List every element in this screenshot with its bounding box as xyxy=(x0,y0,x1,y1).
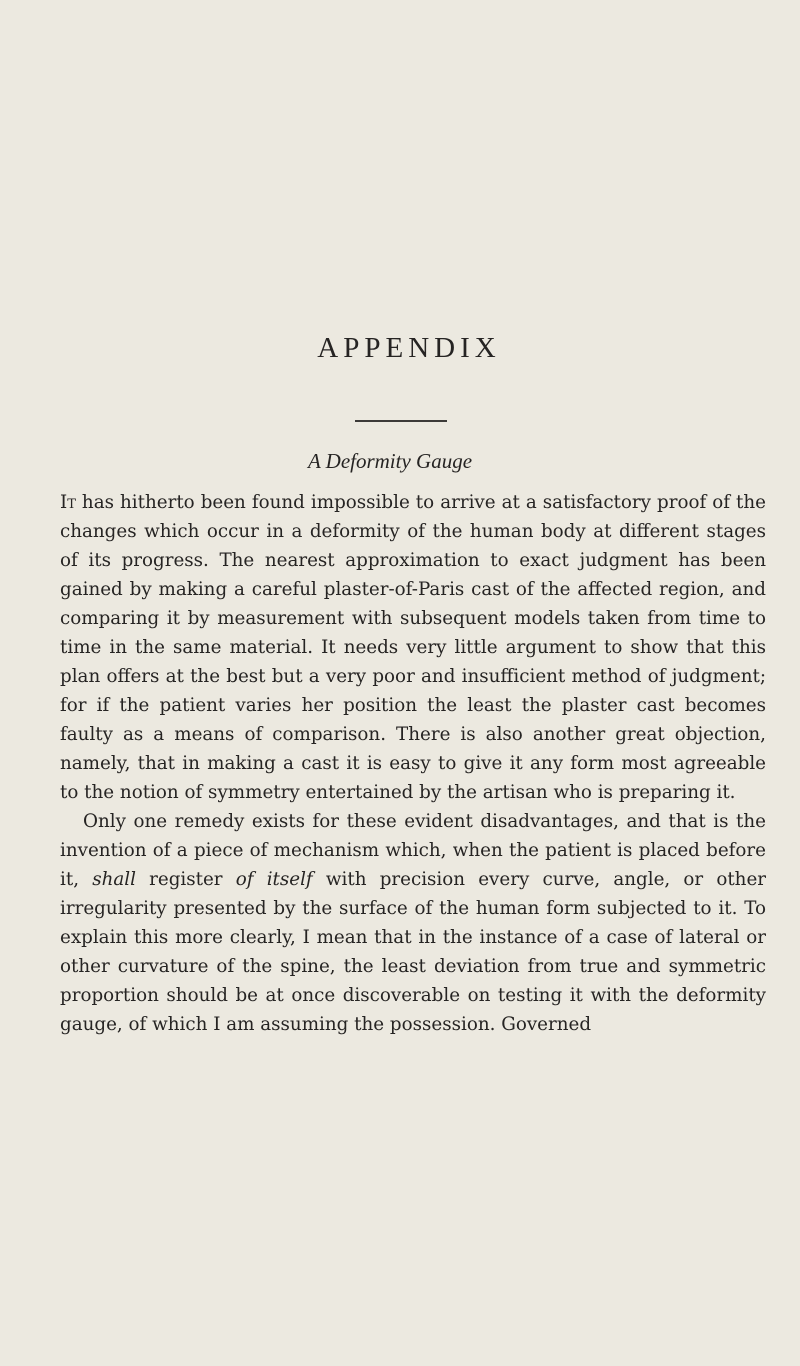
paragraph-1 xyxy=(60,488,766,807)
appendix-heading: APPENDIX xyxy=(317,332,501,364)
body-text xyxy=(60,488,766,1039)
paragraph-2 xyxy=(60,807,766,1039)
paragraph-2-part-1: Only one remedy exists for these evident disadvantages, and that is the invention of a piece of mechanism which, when the patient is placed before it, xyxy=(60,811,766,890)
section-subtitle: A Deformity Gauge xyxy=(307,449,473,473)
heading-rule xyxy=(355,420,447,422)
paragraph-2-part-3: with precision every curve, angle, or other irregularity presented by the surface of the human form subjected to it. To explain this more clearly, I mean that in the instance of a case of lateral or other curvature of the spine, the least deviation from true and symmetric proportion should be at once discoverable on testing it with the deformity gauge, of which I am assuming the possession. Governed xyxy=(60,869,767,1035)
paragraph-1-lead: It xyxy=(60,492,76,513)
paragraph-2-emphasis-2: of itself xyxy=(235,869,313,890)
paragraph-1-text: has hitherto been found impossible to arrive at a satisfactory proof of the changes which occur in a deformity of the human body at different stages of its progress. The nearest approximation to exact judgment has been gained by making a careful plaster-of-Paris cast of the affected region, and comparing it by measurement with subsequent models taken from time to time in the same material. It needs very little argument to show that this plan offers at the best but a very poor and insufficient method of judgment; for if the patient varies her position the least the plaster cast becomes faulty as a means of comparison. There is also another great objection, namely, that in making a cast it is easy to give it any form most agreeable to the notion of symmetry entertained by the artisan who is preparing it. xyxy=(60,492,766,803)
paragraph-2-part-2: register xyxy=(135,869,236,890)
paragraph-2-emphasis-1: shall xyxy=(92,869,136,890)
